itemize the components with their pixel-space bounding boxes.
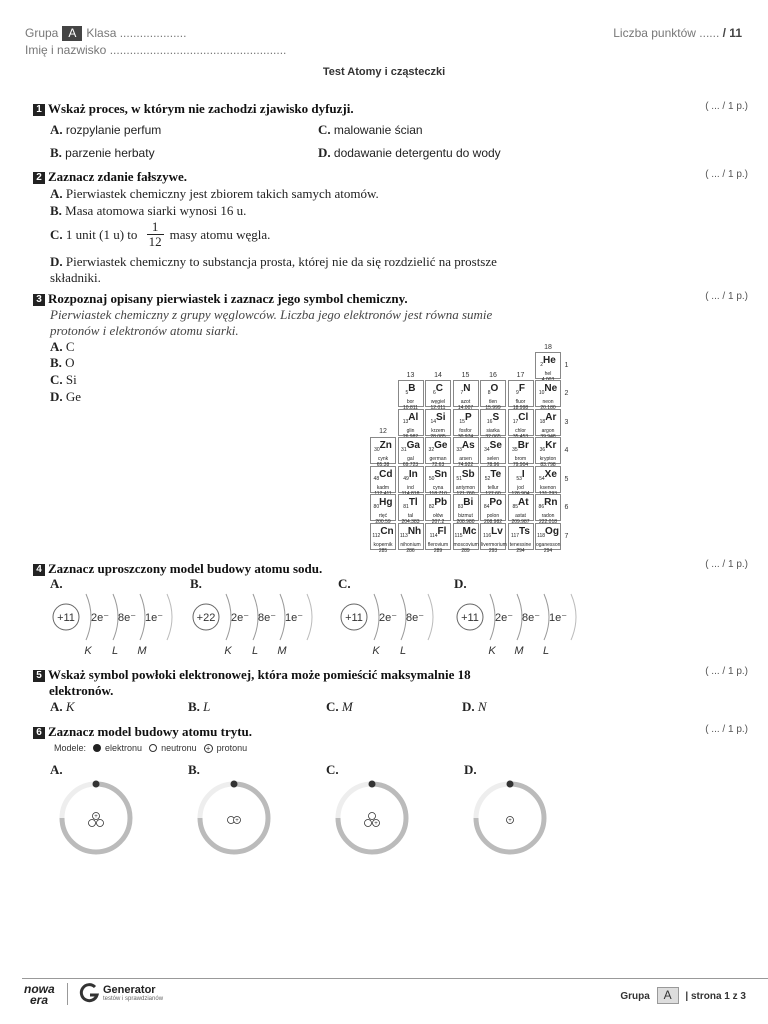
element-cell-Se: $_{34}$Se selen	[480, 437, 506, 464]
neutron	[365, 820, 372, 827]
q4-heading	[33, 561, 322, 577]
q2-heading	[33, 169, 187, 185]
element-cell-Sn: $_{50}$Sn cyna	[425, 466, 451, 493]
element-cell-As: $_{33}$As arsen	[453, 437, 479, 464]
proton-icon: +	[204, 744, 213, 753]
q5-option-a[interactable]: A. K	[50, 699, 75, 714]
option-letter: C.	[326, 762, 339, 777]
fraction	[147, 220, 164, 249]
q5-text-cont: elektronów.	[49, 683, 114, 698]
q5-option-d[interactable]: D. N	[462, 699, 487, 714]
shell-symbol: L	[399, 645, 407, 657]
q2-option-d[interactable]: D. Pierwiastek chemiczny to substancja prosta, której nie da się rozdzielić na prostsze składniki.	[50, 254, 497, 285]
nucleus-charge: +11	[461, 612, 479, 624]
name-field[interactable]: Imię i nazwisko .....................................................	[25, 43, 287, 57]
element-cell-Br: $_{35}$Br brom	[508, 437, 534, 464]
nucleus-charge: +11	[57, 612, 75, 624]
group-label: Grupa	[25, 26, 59, 40]
q1-text: Wskaż proces, w którym nie zachodzi zjawisko dyfuzji.	[48, 101, 354, 116]
generator-logo: Generator testów i sprawdzianów	[78, 982, 163, 1004]
element-cell-Nh: $_{113}$Nh nihonium 286	[398, 523, 424, 550]
period-number: 5	[564, 475, 569, 483]
legend-electron: elektronu	[105, 743, 143, 753]
element-cell-He: $_2$He hel	[535, 352, 561, 379]
neutron-icon	[149, 744, 157, 752]
points-header	[613, 26, 742, 40]
atom-diagram	[338, 592, 473, 656]
q3-option-a[interactable]: A. C	[50, 339, 75, 354]
q3-option-b[interactable]: B. O	[50, 355, 75, 370]
element-cell-Ga: $_{31}$Ga gal	[398, 437, 424, 464]
tritium-model	[56, 780, 136, 860]
footer-divider	[67, 983, 68, 1005]
q2-option-b[interactable]: B. Masa atomowa siarki wynosi 16 u.	[50, 203, 247, 218]
q3-number: 3	[33, 294, 45, 306]
element-cell-Si: $_{14}$Si krzem	[425, 409, 451, 436]
element-cell-Cn: $_{112}$Cn kopernik 285	[370, 523, 396, 550]
element-cell-Hg: $_{80}$Hg rtęć	[370, 494, 396, 521]
element-cell-O: $_8$O tlen	[480, 380, 506, 407]
element-cell-At: $_{85}$At astat	[508, 494, 534, 521]
group-header: 14	[434, 372, 442, 379]
option-letter: B.	[188, 762, 200, 777]
element-cell-Lv: $_{116}$Lv livermorium 293	[480, 523, 506, 550]
period-number: 2	[564, 390, 569, 397]
q5-heading	[33, 667, 471, 699]
page-number: | strona 1 z 3	[685, 991, 746, 1002]
shell-electrons: 1e⁻	[284, 612, 304, 624]
q4-points: ( ... / 1 p.)	[705, 559, 748, 570]
shell-symbol: K	[84, 645, 92, 657]
q3-text: Rozpoznaj opisany pierwiastek i zaznacz jego symbol chemiczny.	[48, 291, 408, 306]
element-cell-Sb: $_{51}$Sb antymon	[453, 466, 479, 493]
option-letter: C.	[338, 576, 351, 591]
q4-option-a[interactable]	[50, 576, 164, 657]
q4-option-b[interactable]	[190, 576, 304, 657]
shell-symbol: M	[137, 645, 147, 657]
electron	[507, 781, 514, 788]
q1-option-a[interactable]: A. rozpylanie perfum	[50, 122, 162, 137]
period-number: 3	[564, 418, 569, 426]
points-label: Liczba punktów ......	[613, 26, 720, 40]
electron	[231, 781, 238, 788]
page-title: Test Atomy i cząsteczki	[322, 66, 446, 78]
element-cell-N: $_7$N azot	[453, 380, 479, 407]
tritium-model	[332, 780, 412, 860]
element-cell-Bi: $_{83}$Bi bizmut	[453, 494, 479, 521]
group-header: 15	[461, 372, 470, 379]
q6-text: Zaznacz model budowy atomu trytu.	[48, 724, 253, 739]
shell-electrons: 8e⁻	[521, 612, 541, 624]
element-cell-Kr: $_{36}$Kr krypton	[535, 437, 561, 464]
group-badge: A	[62, 26, 82, 41]
shell-electrons: 1e⁻	[548, 612, 568, 624]
neutron	[89, 820, 96, 827]
q3-heading	[33, 291, 408, 307]
header-group	[25, 26, 186, 41]
q6-option-d[interactable]	[464, 762, 512, 825]
q4-option-d[interactable]	[454, 576, 568, 657]
neutron	[369, 813, 376, 820]
q2-text: Zaznacz zdanie fałszywe.	[48, 169, 188, 184]
element-cell-Al: $_{13}$Al glin	[398, 409, 424, 436]
electron	[369, 781, 376, 788]
footer-group-badge: A	[657, 987, 679, 1004]
legend-proton: protonu	[216, 743, 248, 753]
q5-points: ( ... / 1 p.)	[705, 666, 748, 677]
q2-option-a[interactable]: A. Pierwiastek chemiczny jest zbiorem takich samych atomów.	[50, 186, 379, 201]
shell-symbol: K	[224, 645, 232, 657]
shell-symbol: K	[488, 645, 496, 657]
q6-option-c[interactable]	[326, 762, 378, 828]
nucleus-charge: +11	[345, 612, 363, 624]
element-cell-B: $_5$B bor	[398, 380, 424, 407]
element-cell-Po: $_{84}$Po polon	[480, 494, 506, 521]
shell-symbol: M	[277, 645, 287, 657]
q5-number: 5	[33, 670, 45, 682]
tritium-model	[194, 780, 274, 860]
q6-option-b[interactable]	[188, 762, 239, 825]
shell-electrons: 8e⁻	[405, 612, 425, 624]
q2-option-c[interactable]: C. 1 unit (1 u) to $\frac{1}{12}$ masy atomu węgla.	[50, 219, 271, 249]
svg-text:+: +	[94, 814, 98, 821]
shell-electrons: 2e⁻	[90, 612, 110, 624]
q2-number: 2	[33, 172, 45, 184]
tritium-model	[470, 780, 550, 860]
q3-description: Pierwiastek chemiczny z grupy węglowców. Liczba jego elektronów jest równa sumie protonów i elektronów atomu siarki.	[50, 307, 493, 338]
q1-heading	[33, 101, 354, 117]
legend-neutron: neutronu	[161, 743, 197, 753]
electron-icon	[93, 744, 101, 752]
svg-text:+: +	[508, 818, 512, 825]
shell-symbol: L	[251, 645, 259, 657]
legend-title: Modele:	[54, 743, 87, 753]
q6-legend	[54, 743, 247, 753]
group-header: 16	[489, 372, 497, 379]
shell-electrons: 2e⁻	[494, 612, 514, 624]
q1-option-c[interactable]: C. malowanie ścian	[318, 122, 423, 137]
neutron	[97, 820, 104, 827]
footer-rule	[22, 978, 768, 979]
q1-option-d[interactable]: D. dodawanie detergentu do wody	[318, 145, 501, 160]
shell-symbol: L	[111, 645, 119, 657]
option-letter: D.	[464, 762, 477, 777]
element-cell-Tl: $_{81}$Tl tal	[398, 494, 424, 521]
q3-points: ( ... / 1 p.)	[705, 291, 748, 302]
fraction-numerator: 1	[151, 219, 159, 234]
period-number: 6	[564, 504, 569, 511]
class-field[interactable]: Klasa ....................	[86, 26, 187, 40]
q4-text: Zaznacz uproszczony model budowy atomu sodu.	[48, 561, 323, 576]
element-cell-P: $_{15}$P fosfor	[453, 409, 479, 436]
element-cell-I: $_{53}$I jod	[508, 466, 534, 493]
period-number: 1	[564, 362, 569, 369]
nowa-era-logo: nowa era	[24, 982, 55, 1007]
periodic-table-fragment	[370, 342, 580, 552]
svg-text:+: +	[235, 818, 239, 825]
points-total: / 11	[722, 26, 742, 40]
shell-electrons: 2e⁻	[378, 612, 398, 624]
element-cell-In: $_{49}$In ind	[398, 466, 424, 493]
option-letter: B.	[190, 576, 202, 591]
shell-symbol: M	[514, 645, 524, 657]
element-cell-Ts: $_{117}$Ts tenessine 294	[508, 523, 534, 550]
footer-page-info: Grupa A | strona 1 z 3	[620, 988, 746, 1002]
option-letter: A.	[50, 762, 63, 777]
period-number: 7	[564, 532, 569, 540]
shell-symbol: K	[372, 645, 380, 657]
generator-g-icon	[78, 982, 100, 1004]
q3-option-d[interactable]: D. Ge	[50, 389, 82, 404]
element-cell-Zn: $_{30}$Zn cynk	[370, 437, 396, 464]
element-cell-Xe: $_{54}$Xe ksenon	[535, 466, 561, 493]
shell-electrons: 2e⁻	[230, 612, 250, 624]
shell-symbol: L	[542, 645, 550, 657]
element-cell-Te: $_{52}$Te tellur	[480, 466, 506, 493]
atom-diagram	[50, 592, 185, 656]
element-cell-Mc: $_{115}$Mc moscovium 289	[453, 523, 479, 550]
element-cell-Og: $_{118}$Og oganesson 294	[535, 523, 561, 550]
group-header: 17	[516, 372, 525, 379]
q6-heading	[33, 724, 252, 740]
q4-number: 4	[33, 564, 45, 576]
atom-diagram	[190, 592, 325, 656]
element-cell-Ar: $_{18}$Ar argon	[535, 409, 561, 436]
q6-points: ( ... / 1 p.)	[705, 724, 748, 735]
electron	[93, 781, 100, 788]
nucleus-charge: +22	[196, 612, 216, 624]
shell-electrons: 8e⁻	[117, 612, 137, 624]
option-letter: A.	[50, 576, 63, 591]
period-number: 4	[564, 447, 569, 454]
element-cell-C: $_6$C węgiel	[425, 380, 451, 407]
group-header: 12	[379, 428, 387, 435]
fraction-denominator: 12	[148, 234, 162, 249]
element-cell-Fl: $_{114}$Fl flerovium 289	[425, 523, 451, 550]
element-cell-Ge: $_{32}$Ge german	[425, 437, 451, 464]
element-cell-Cl: $_{17}$Cl chlor	[508, 409, 534, 436]
q2-points: ( ... / 1 p.)	[705, 169, 748, 180]
element-cell-Cd: $_{48}$Cd kadm	[370, 466, 396, 493]
element-cell-S: $_{16}$S siarka	[480, 409, 506, 436]
shell-electrons: 1e⁻	[144, 612, 164, 624]
svg-text:+: +	[374, 821, 378, 828]
group-header: 18	[544, 344, 552, 351]
q1-option-b[interactable]: B. parzenie herbaty	[50, 145, 155, 160]
q6-number: 6	[33, 727, 45, 739]
option-letter: D.	[454, 576, 467, 591]
q6-atom-models	[50, 762, 570, 862]
q5-text: Wskaż symbol powłoki elektronowej, która może pomieścić maksymalnie 18	[48, 667, 471, 682]
element-cell-Pb: $_{82}$Pb ołów	[425, 494, 451, 521]
element-cell-Ne: $_{10}$Ne neon	[535, 380, 561, 407]
element-cell-F: $_9$F fluor	[508, 380, 534, 407]
q3-option-c[interactable]: C. Si	[50, 372, 77, 387]
q6-option-a[interactable]	[50, 762, 98, 821]
element-cell-Rn: $_{86}$Rn radon	[535, 494, 561, 521]
group-header: 13	[406, 372, 415, 379]
q5-option-c[interactable]: C. M	[326, 699, 353, 714]
q1-points: ( ... / 1 p.)	[705, 101, 748, 112]
atom-diagram	[454, 592, 589, 656]
q4-option-c[interactable]	[338, 576, 425, 657]
q5-option-b[interactable]: B. L	[188, 699, 211, 714]
q1-number: 1	[33, 104, 45, 116]
shell-electrons: 8e⁻	[257, 612, 277, 624]
q4-atom-models	[50, 576, 590, 656]
